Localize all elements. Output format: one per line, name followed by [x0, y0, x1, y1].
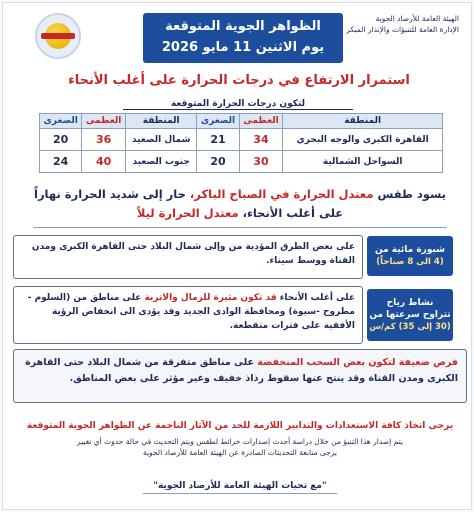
summary-highlight: معتدل الحرارة في الصباح الباكر،	[189, 187, 374, 201]
hazard-card-wind	[13, 286, 363, 344]
region-cell: السواحل الشمالية	[283, 151, 443, 173]
advisory-text: يرجى اتخاذ كافة الاستعدادات والتدابير اللازمة للحد من الآثار الناجمة عن الظواهر الجوية المتوقعة	[26, 421, 454, 431]
temperature-table	[39, 113, 443, 173]
col-header-region: المنطقة	[126, 114, 197, 129]
max-temp-cell: 34	[239, 129, 283, 151]
hazard-highlight: قد تكون مثيرة للرمال والاتربة	[144, 293, 277, 303]
signoff: "مع تحيات الهيئة العامة للأرصاد الجوية"	[143, 481, 337, 494]
max-temp-cell: 36	[82, 129, 126, 151]
col-header-min: الصغرى	[40, 114, 82, 129]
headline: استمرار الارتفاع في درجات الحرارة على أغلب الأنحاء	[68, 73, 410, 88]
hazard-card-fog	[13, 235, 363, 279]
org-line-1: الهيئة العامة للأرصاد الجوية	[375, 14, 459, 23]
region-cell: شمال الصعيد	[126, 129, 197, 151]
hazard-tag-wind	[367, 289, 453, 341]
table-row	[40, 151, 443, 173]
section-divider	[33, 227, 447, 228]
bulletin-title: الظواهر الجوية المتوقعة	[165, 19, 321, 34]
logo-band	[41, 33, 75, 39]
footer-note-line-1: يتم إصدار هذا التنبؤ من خلال دراسة أحدث إصدارات خرائط لطقس ويتم التحديث في حالة حدوث أي تغيير	[77, 437, 403, 446]
min-temp-cell: 24	[40, 151, 82, 173]
summary-line-2	[23, 204, 457, 223]
hazard-text: على مناطق من (السلوم - مطروح -سيوة) ومحافظة الوادى الجديد وقد يؤدى الى انخفاض الرؤية الأفقية على فترات متقطعة.	[27, 293, 355, 331]
bulletin-page	[2, 2, 472, 510]
summary-line-1	[23, 185, 457, 204]
footer-note	[23, 436, 457, 458]
bulletin-date: يوم الاثنين 11 مايو 2026	[161, 40, 325, 55]
col-header-min: الصغرى	[197, 114, 239, 129]
hazard-tag-fog	[367, 236, 453, 276]
min-temp-cell: 21	[197, 129, 239, 151]
org-line-2: الإدارة العامة للتنبؤات والإنذار المبكر	[346, 25, 459, 34]
footer-note-line-2: يرجى متابعة التحديثات الصادرة عن الهيئة العامة للأرصاد الجوية	[142, 448, 338, 457]
ema-logo-icon	[35, 13, 81, 59]
table-header-row	[40, 114, 443, 129]
min-temp-cell: 20	[197, 151, 239, 173]
hazard-tag-title: شبورة مائية من	[374, 245, 446, 255]
hazard-tag-subtitle: تتراوح سرعتها من	[369, 310, 451, 320]
hazard-tag-title: نشاط رياح	[386, 298, 434, 308]
summary-highlight: حار إلى شديد الحرارة نهاراً	[34, 187, 186, 201]
clouds-text: على مناطق متفرقة من شمال البلاد حتى القاهرة الكبرى ومدن القناة وقد ينتج عنها سقوط رذاذ خفيف وغير مؤثر على بعض المناطق.	[25, 357, 458, 384]
summary-text: على أغلب الأنحاء،	[242, 206, 344, 220]
hazard-text: على بعض الطرق المؤدية من وإلى شمال البلاد حتى القاهرة الكبرى ومدن القناة ووسط سيناء.	[31, 242, 355, 266]
max-temp-cell: 40	[82, 151, 126, 173]
col-header-max: العظمى	[82, 114, 126, 129]
min-temp-cell: 20	[40, 129, 82, 151]
table-caption: لتكون درجات الحرارة المتوقعة	[123, 99, 353, 110]
org-name	[335, 13, 459, 35]
max-temp-cell: 30	[239, 151, 283, 173]
col-header-max: العظمى	[239, 114, 283, 129]
col-header-region: المنطقة	[283, 114, 443, 129]
bulletin-title-box	[143, 13, 343, 63]
clouds-highlight: فرص ضعيفة لتكون بعض السحب المنخفضة	[257, 357, 458, 368]
region-cell: جنوب الصعيد	[126, 151, 197, 173]
hazard-text: على أغلب الأنحاء	[279, 293, 355, 303]
hazard-tag-time: (4 الى 8 صباحاً)	[376, 257, 444, 267]
summary-text: يسود طقس	[377, 187, 446, 201]
hazard-tag-speed: (30 إلى 35) كم/س	[369, 322, 451, 332]
clouds-box	[13, 349, 467, 403]
table-row	[40, 129, 443, 151]
summary-highlight: معتدل الحرارة ليلاً	[136, 206, 239, 220]
region-cell: القاهرة الكبرى والوجه البحري	[283, 129, 443, 151]
weather-summary	[23, 185, 457, 223]
